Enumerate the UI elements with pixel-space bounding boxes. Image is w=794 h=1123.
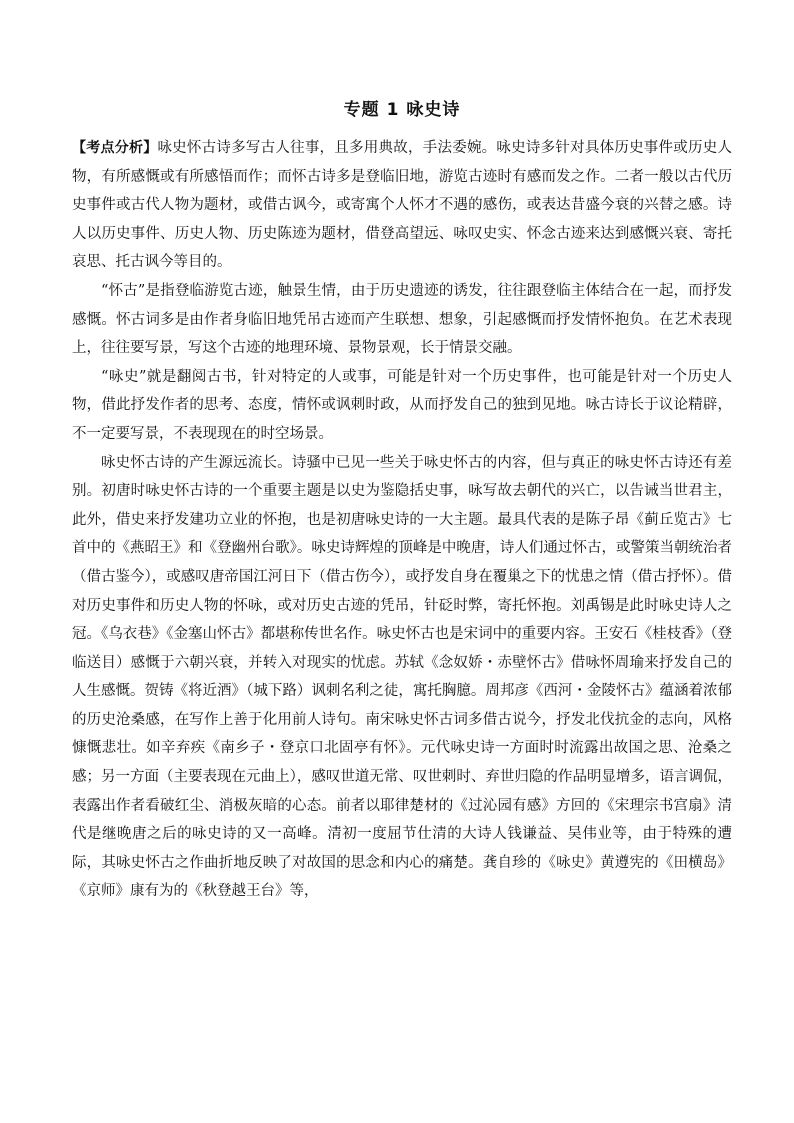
analysis-label: 【考点分析】 [72, 140, 158, 156]
paragraph-yongshi: “咏史”就是翻阅古书，针对特定的人或事，可能是针对一个历史事件，也可能是针对一个历史人物，借此抒发作者的思考、态度，情怀或讽刺时政，从而抒发自己的独到见地。咏古诗长于议论精辟，不一定要写景，不表现现在的时空场景。 [72, 368, 732, 442]
page-title: 专题 1 咏史诗 [343, 100, 461, 120]
document-page [72, 98, 732, 906]
paragraph-text: 咏史怀古诗多写古人往事，且多用典故，手法委婉。咏史诗多针对具体历史事件或历史人物，有所感慨或有所感悟而作；而怀古诗多是登临旧地，游览古迹时有感而发之作。二者一般以古代历史事件或古代人物为题材，或借古讽今，或寄寓个人怀才不遇的感伤，或表达昔盛今衰的兴替之感。诗人以历史事件、历史人物、历史陈迹为题材，借登高望远、咏叹史实、怀念古迹来达到感慨兴衰、寄托哀思、托古讽今等目的。 [72, 140, 733, 271]
paragraph-analysis [72, 134, 732, 277]
paragraph-huaigu: “怀古”是指登临游览古迹，触景生情，由于历史遗迹的诱发，往往跟登临主体结合在一起，而抒发感慨。怀古词多是由作者身临旧地凭吊古迹而产生联想、想象，引起感慨而抒发情怀抱负。在艺术表现上，往往要写景，写这个古迹的地理环境、景物景观，长于情景交融。 [72, 282, 732, 357]
paragraph-history: 咏史怀古诗的产生源远流长。诗骚中已见一些关于咏史怀古的内容，但与真正的咏史怀古诗还有差别。初唐时咏史怀古诗的一个重要主题是以史为鉴隐括史事，咏写故去朝代的兴亡，以告诫当世君主，此外，借史来抒发建功立业的怀抱，也是初唐咏史诗的一大主题。最具代表的是陈子昂《蓟丘览古》七首中的《燕昭王》和《登幽州台歌》。咏史诗辉煌的顶峰是中晚唐，诗人们通过怀古，或警策当朝统治者（借古鉴今），或感叹唐帝国江河日下（借古伤今），或抒发自身在覆巢之下的忧患之情（借古抒怀）。借对历史事件和历史人物的怀咏，或对历史古迹的凭吊，针砭时弊，寄托怀抱。刘禹锡是此时咏史诗人之冠。《乌衣巷》《金塞山怀古》都堪称传世名作。咏史怀古也是宋词中的重要内容。王安石《桂枝香》（登临送目）感慨于六朝兴衰，并转入对现实的忧虑。苏轼《念奴娇・赤壁怀古》借咏怀周瑜来抒发自己的人生感慨。贺铸《将近酒》（城下路）讽刺名利之徒，寓托胸臆。周邦彦《西河・金陵怀古》蕴涵着浓郁的历史沧桑感，在写作上善于化用前人诗句。南宋咏史怀古词多借古说今，抒发北伐抗金的志向，风格慷慨悲壮。如辛弃疾《南乡子・登京口北固亭有怀》。元代咏史诗一方面时时流露出故国之思、沧桑之感；另一方面（主要表现在元曲上），感叹世道无常、叹世刺时、弃世归隐的作品明显增多，语言调侃，表露出作者看破红尘、消极灰暗的心态。前者以耶律楚材的《过沁园有感》方回的《宋理宗书宫扇》清代是继晚唐之后的咏史诗的又一高峰。清初一度屈节仕清的大诗人钱谦益、吴伟业等，由于特殊的遭际，其咏史怀古之作曲折地反映了对故国的思念和内心的痛楚。龚自珍的《咏史》黄遵宪的《田横岛》《京师》康有为的《秋登越王台》等， [72, 454, 732, 900]
